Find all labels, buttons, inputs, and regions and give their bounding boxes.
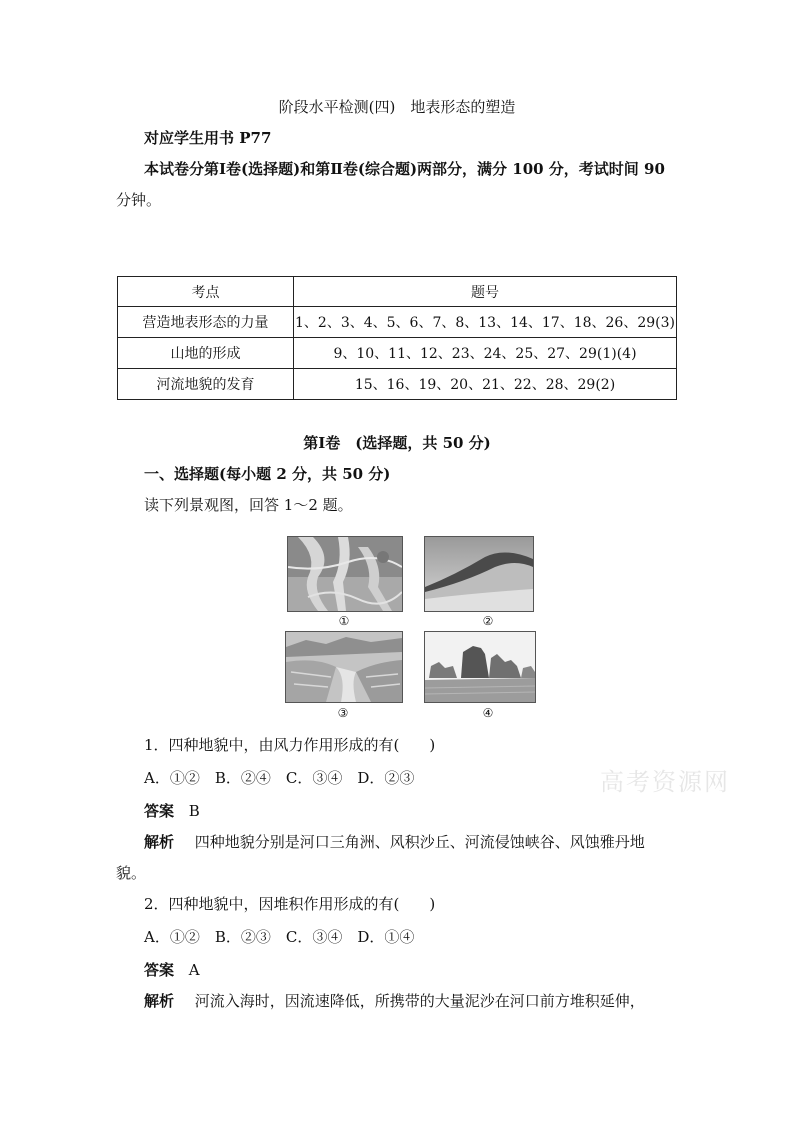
analysis-text: 四种地貌分别是河口三角洲、风积沙丘、河流侵蚀峡谷、风蚀雅丹地 <box>194 833 645 851</box>
figure-caption: ④ <box>482 706 494 720</box>
answer-value: B <box>188 802 200 820</box>
figure-caption: ② <box>482 614 494 628</box>
table-cell: 营造地表形态的力量 <box>118 307 294 338</box>
table-row <box>118 369 677 400</box>
table-row <box>118 338 677 369</box>
intro-text-continued: 分钟。 <box>116 191 162 209</box>
page-title: 阶段水平检测(四) 地表形态的塑造 <box>278 98 516 116</box>
landscape-image-delta <box>287 536 403 612</box>
table-cell: 山地的形成 <box>118 338 294 369</box>
table-header: 考点 <box>118 277 294 307</box>
answer-label: 答案 <box>144 961 175 979</box>
answer-value: A <box>188 961 200 979</box>
watermark: 高考资源网 <box>600 768 730 796</box>
question-stem: 2．四种地貌中，因堆积作用形成的有( ) <box>144 895 436 913</box>
table-header-row <box>118 277 677 307</box>
analysis-text-continued: 貌。 <box>116 864 147 882</box>
table-cell: 河流地貌的发育 <box>118 369 294 400</box>
question-options: A．①② B．②④ C．③④ D．②③ <box>144 769 415 787</box>
figure-caption: ③ <box>337 706 349 720</box>
analysis-row <box>144 990 645 1012</box>
answer-row <box>144 800 200 822</box>
table-cell: 9、10、11、12、23、24、25、27、29(1)(4) <box>294 338 677 369</box>
answer-label: 答案 <box>144 802 175 820</box>
knowledge-point-table <box>117 276 677 400</box>
analysis-label: 解析 <box>144 992 175 1010</box>
instruction-text: 读下列景观图，回答 1～2 题。 <box>144 496 353 514</box>
textbook-reference: 对应学生用书 P77 <box>144 129 272 147</box>
landscape-image-dune <box>424 536 534 612</box>
question-stem: 1．四种地貌中，由风力作用形成的有( ) <box>144 736 436 754</box>
table-row <box>118 307 677 338</box>
analysis-row <box>144 831 645 853</box>
landscape-image-yardang <box>424 631 536 703</box>
table-cell: 1、2、3、4、5、6、7、8、13、14、17、18、26、29(3) <box>294 307 677 338</box>
answer-row <box>144 959 200 981</box>
analysis-text: 河流入海时，因流速降低，所携带的大量泥沙在河口前方堆积延伸， <box>194 992 645 1010</box>
section-title: 第Ⅰ卷 (选择题，共 50 分) <box>303 434 491 452</box>
landscape-image-canyon <box>285 631 403 703</box>
intro-text: 本试卷分第Ⅰ卷(选择题)和第Ⅱ卷(综合题)两部分，满分 100 分，考试时间 90 <box>144 160 665 178</box>
section-heading: 一、选择题(每小题 2 分，共 50 分) <box>144 465 391 483</box>
figure-caption: ① <box>338 614 350 628</box>
table-header: 题号 <box>294 277 677 307</box>
question-options: A．①② B．②③ C．③④ D．①④ <box>144 928 415 946</box>
table-cell: 15、16、19、20、21、22、28、29(2) <box>294 369 677 400</box>
analysis-label: 解析 <box>144 833 175 851</box>
